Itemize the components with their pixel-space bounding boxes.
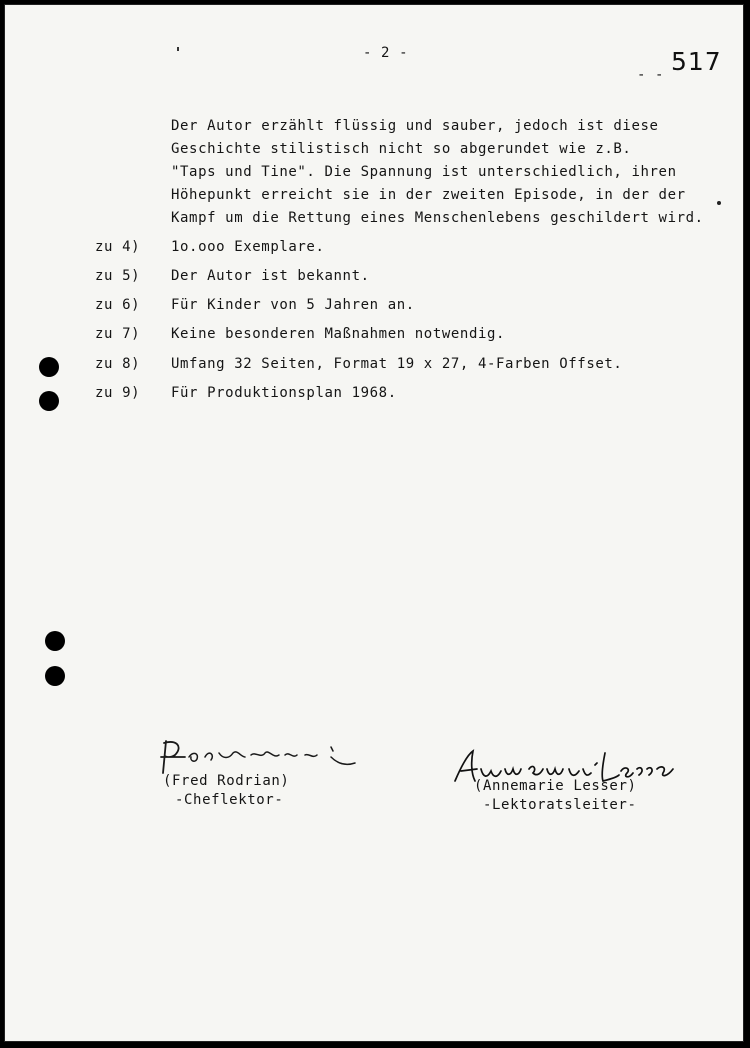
item-text: Keine besonderen Maßnahmen notwendig. [171, 326, 506, 342]
folio-number: 517 [671, 47, 722, 76]
page-marker: - 2 - [363, 45, 409, 61]
item-text: 1o.ooo Exemplare. [171, 239, 325, 255]
left-signatory-name: (Fred Rodrian) [163, 773, 290, 789]
item-text: Für Produktionsplan 1968. [171, 385, 397, 401]
stray-mark [177, 47, 179, 51]
item-label: zu 4) [95, 239, 141, 255]
margin-dot [717, 201, 721, 205]
item-label: zu 8) [95, 356, 141, 372]
item-label: zu 5) [95, 268, 141, 284]
item-label: zu 6) [95, 297, 141, 313]
paragraph-line: Der Autor erzählt flüssig und sauber, jedoch ist diese [171, 118, 659, 134]
folio-dashes: - - [637, 67, 665, 83]
punch-hole [39, 391, 59, 411]
punch-hole [39, 357, 59, 377]
left-signatory-title: -Cheflektor- [175, 792, 284, 808]
item-text: Umfang 32 Seiten, Format 19 x 27, 4-Farben Offset. [171, 356, 623, 372]
punch-hole [45, 666, 65, 686]
paragraph-line: Höhepunkt erreicht sie in der zweiten Episode, in der der [171, 187, 686, 203]
paragraph-line: Kampf um die Rettung eines Menschenlebens geschildert wird. [171, 210, 704, 226]
item-text: Für Kinder von 5 Jahren an. [171, 297, 415, 313]
paragraph-line: Geschichte stilistisch nicht so abgerundet wie z.B. [171, 141, 632, 157]
item-label: zu 9) [95, 385, 141, 401]
paragraph-line: "Taps und Tine". Die Spannung ist unterschiedlich, ihren [171, 164, 677, 180]
right-signatory-title: -Lektoratsleiter- [483, 797, 637, 813]
punch-hole [45, 631, 65, 651]
document-page [4, 4, 744, 1042]
item-label: zu 7) [95, 326, 141, 342]
assessment-paragraph [171, 115, 711, 230]
item-text: Der Autor ist bekannt. [171, 268, 370, 284]
right-signatory-name: (Annemarie Lesser) [474, 778, 637, 794]
